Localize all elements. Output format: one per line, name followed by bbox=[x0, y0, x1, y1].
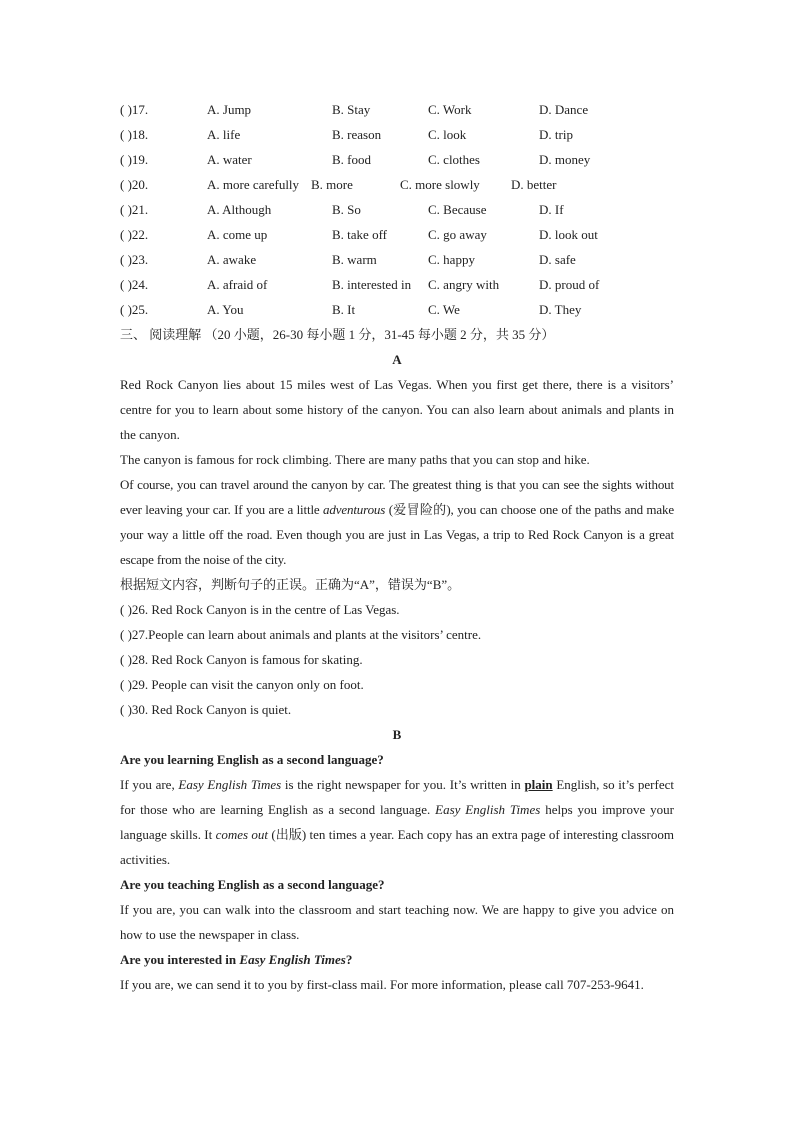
option-b: B. So bbox=[332, 202, 361, 217]
paragraph-text: (出版) ten times a year. Each copy has an extra page of interesting classroom activities. bbox=[120, 827, 674, 867]
option-d: D. They bbox=[539, 302, 582, 317]
option-c: C. happy bbox=[428, 252, 475, 267]
option-a: A. awake bbox=[207, 252, 257, 267]
paragraph-text: is the right newspaper for you. It’s written in bbox=[281, 777, 525, 792]
statement-26: ( )26. Red Rock Canyon is in the centre of Las Vegas. bbox=[120, 602, 400, 617]
option-a: A. come up bbox=[207, 227, 268, 242]
question-number: ( )19. bbox=[120, 152, 149, 167]
question-number: ( )20. bbox=[120, 177, 149, 192]
newspaper-name: Easy English Times bbox=[239, 952, 346, 967]
option-b: B. Stay bbox=[332, 102, 371, 117]
statement-29: ( )29. People can visit the canyon only on foot. bbox=[120, 677, 364, 692]
option-c: C. more slowly bbox=[400, 177, 480, 192]
option-a: A. more carefully bbox=[207, 177, 300, 192]
option-d: D. trip bbox=[539, 127, 573, 142]
option-d: D. Dance bbox=[539, 102, 589, 117]
option-b: B. warm bbox=[332, 252, 377, 267]
passage-b-paragraph-2: If you are, you can walk into the classroom and start teaching now. We are happy to give you advice on how to use the newspaper in class. bbox=[120, 902, 674, 942]
question-23 bbox=[120, 247, 674, 272]
page-content bbox=[120, 97, 674, 997]
question-17 bbox=[120, 97, 674, 122]
option-a: A. Jump bbox=[207, 102, 252, 117]
passage-b-paragraph-1 bbox=[120, 772, 674, 872]
option-b: B. food bbox=[332, 152, 371, 167]
passage-a-paragraph-3 bbox=[120, 472, 674, 572]
paragraph-text: helps you improve your language skills. It bbox=[120, 802, 675, 842]
passage-b-label: B bbox=[392, 727, 402, 742]
passage-b-heading-1: Are you learning English as a second language? bbox=[120, 752, 384, 767]
option-c: C. clothes bbox=[428, 152, 480, 167]
option-d: D. better bbox=[511, 177, 557, 192]
question-20 bbox=[120, 172, 674, 197]
paragraph-text: (爱冒险的), you can choose one of the paths and make your way a little off the road. Even though you are just in Las Vegas, a trip to Red Rock Canyon is a great escape from the noise of the city. bbox=[120, 502, 674, 567]
option-a: A. Although bbox=[207, 202, 272, 217]
underlined-word: plain bbox=[524, 777, 553, 792]
option-a: A. You bbox=[207, 302, 244, 317]
heading-text: Are you interested in bbox=[120, 952, 240, 967]
option-c: C. Because bbox=[428, 202, 487, 217]
option-b: B. It bbox=[332, 302, 356, 317]
question-number: ( )22. bbox=[120, 227, 149, 242]
question-number: ( )21. bbox=[120, 202, 149, 217]
passage-a-paragraph-1: Red Rock Canyon lies about 15 miles west of Las Vegas. When you first get there, there is a visitors’ centre for you to learn about some history of the canyon. You can also learn about animals and plants in the canyon. bbox=[120, 377, 674, 442]
statement-28: ( )28. Red Rock Canyon is famous for skating. bbox=[120, 652, 363, 667]
italic-term: adventurous bbox=[323, 502, 386, 517]
newspaper-name: Easy English Times bbox=[435, 802, 541, 817]
heading-text: ? bbox=[345, 952, 353, 967]
question-25 bbox=[120, 297, 674, 322]
question-number: ( )25. bbox=[120, 302, 149, 317]
question-21 bbox=[120, 197, 674, 222]
passage-a-label: A bbox=[392, 352, 402, 367]
question-number: ( )17. bbox=[120, 102, 149, 117]
question-number: ( )23. bbox=[120, 252, 149, 267]
statement-27: ( )27.People can learn about animals and plants at the visitors’ centre. bbox=[120, 627, 482, 642]
option-d: D. safe bbox=[539, 252, 576, 267]
passage-a-paragraph-2: The canyon is famous for rock climbing. There are many paths that you can stop and hike. bbox=[120, 452, 590, 467]
question-19 bbox=[120, 147, 674, 172]
option-c: C. angry with bbox=[428, 277, 500, 292]
option-d: D. look out bbox=[539, 227, 598, 242]
option-a: A. life bbox=[207, 127, 241, 142]
question-18 bbox=[120, 122, 674, 147]
option-d: D. If bbox=[539, 202, 564, 217]
option-c: C. go away bbox=[428, 227, 487, 242]
option-d: D. money bbox=[539, 152, 591, 167]
option-c: C. We bbox=[428, 302, 460, 317]
question-24 bbox=[120, 272, 674, 297]
option-c: C. Work bbox=[428, 102, 472, 117]
newspaper-name: Easy English Times bbox=[178, 777, 282, 792]
question-number: ( )18. bbox=[120, 127, 149, 142]
question-22 bbox=[120, 222, 674, 247]
passage-b-paragraph-3: If you are, we can send it to you by first-class mail. For more information, please call 707-253-9641. bbox=[120, 977, 644, 992]
statement-30: ( )30. Red Rock Canyon is quiet. bbox=[120, 702, 292, 717]
option-d: D. proud of bbox=[539, 277, 600, 292]
option-a: A. afraid of bbox=[207, 277, 268, 292]
italic-phrase: comes out bbox=[215, 827, 268, 842]
section-title: 三、 阅读理解 （20 小题，26-30 每小题 1 分，31-45 每小题 2 分，共 35 分） bbox=[120, 327, 555, 342]
passage-b-heading-2: Are you teaching English as a second language? bbox=[120, 877, 385, 892]
paragraph-text: English, so it’s perfect for those who are learning English as a second language. bbox=[120, 777, 674, 817]
passage-b-heading-3 bbox=[120, 947, 674, 972]
option-b: B. take off bbox=[332, 227, 387, 242]
question-number: ( )24. bbox=[120, 277, 149, 292]
option-c: C. look bbox=[428, 127, 467, 142]
option-b: B. more bbox=[311, 177, 353, 192]
paragraph-text: Of course, you can travel around the canyon by car. The greatest thing is that you can see the sights without ever leaving your car. If you are a little bbox=[120, 477, 674, 517]
instruction: 根据短文内容，判断句子的正误。正确为“A”，错误为“B”。 bbox=[120, 577, 461, 592]
option-b: B. reason bbox=[332, 127, 382, 142]
option-a: A. water bbox=[207, 152, 252, 167]
paragraph-text: If you are, bbox=[120, 777, 179, 792]
option-b: B. interested in bbox=[332, 277, 412, 292]
